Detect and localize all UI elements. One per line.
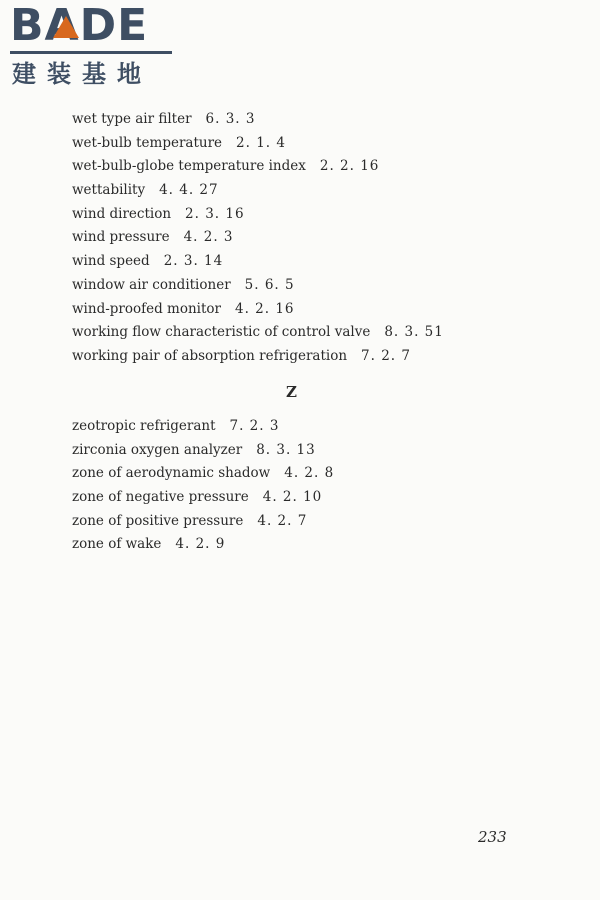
index-entry: [72, 462, 334, 486]
entry-term: zone of aerodynamic shadow: [72, 465, 271, 482]
entry-term: wind pressure: [72, 229, 170, 246]
index-entry: [72, 321, 444, 345]
entry-term: window air conditioner: [72, 276, 231, 293]
entry-term: zeotropic refrigerant: [72, 418, 216, 434]
index-entry: [72, 486, 334, 510]
index-entry: [72, 533, 334, 557]
entry-ref: 4. 2. 16: [235, 300, 295, 317]
section-letter-heading: Z: [286, 383, 297, 401]
bade-logo: [10, 0, 180, 94]
index-entry: [72, 179, 444, 203]
index-entry: [72, 226, 444, 250]
index-entry: [72, 439, 334, 463]
logo-wordmark: BADE: [10, 0, 149, 51]
entry-term: wet type air filter: [72, 111, 192, 127]
entry-ref: 4. 2. 7: [257, 512, 308, 529]
entry-ref: 4. 4. 27: [159, 182, 219, 199]
entry-ref: 8. 3. 13: [256, 441, 316, 458]
logo-triangle-mark: [53, 16, 79, 38]
entry-ref: 5. 6. 5: [244, 276, 295, 293]
entry-term: wet-bulb temperature: [72, 134, 223, 151]
entry-term: wettability: [72, 182, 146, 199]
entry-ref: 7. 2. 3: [229, 418, 280, 434]
entry-term: wet-bulb-globe temperature index: [72, 158, 306, 175]
index-list-z: [72, 415, 334, 557]
entry-term: wind speed: [72, 253, 150, 270]
entry-term: wind-proofed monitor: [72, 300, 221, 317]
index-entry: [72, 108, 444, 132]
index-entry: [72, 298, 444, 322]
entry-term: working pair of absorption refrigeration: [72, 347, 348, 364]
entry-ref: 2. 1. 4: [236, 134, 286, 151]
index-list-w: [72, 108, 444, 369]
index-entry: [72, 132, 444, 156]
entry-ref: 4. 2. 8: [284, 465, 335, 482]
entry-ref: 6. 3. 3: [205, 111, 256, 127]
logo-underline: [10, 51, 172, 54]
entry-term: zirconia oxygen analyzer: [72, 441, 243, 458]
entry-ref: 8. 3. 51: [384, 324, 444, 341]
entry-term: zone of negative pressure: [72, 489, 249, 506]
index-entry: [72, 345, 444, 369]
entry-ref: 4. 2. 9: [175, 536, 226, 553]
index-entry: [72, 155, 444, 179]
index-entry: [72, 415, 334, 439]
entry-ref: 4. 2. 3: [183, 229, 234, 246]
index-entry: [72, 274, 444, 298]
entry-ref: 7. 2. 7: [361, 347, 411, 364]
logo-chinese-text: 建装基地: [12, 60, 152, 88]
entry-term: zone of wake: [72, 536, 162, 553]
entry-term: working flow characteristic of control valve: [72, 324, 371, 341]
entry-ref: 2. 3. 16: [185, 205, 245, 222]
entry-ref: 2. 2. 16: [319, 158, 380, 175]
entry-ref: 2. 3. 14: [163, 253, 224, 270]
entry-ref: 4. 2. 10: [262, 489, 323, 506]
page-number: 233: [478, 828, 507, 846]
index-entry: [72, 203, 444, 227]
index-entry: [72, 250, 444, 274]
index-entry: [72, 510, 334, 534]
entry-term: zone of positive pressure: [72, 512, 244, 529]
entry-term: wind direction: [72, 205, 172, 222]
